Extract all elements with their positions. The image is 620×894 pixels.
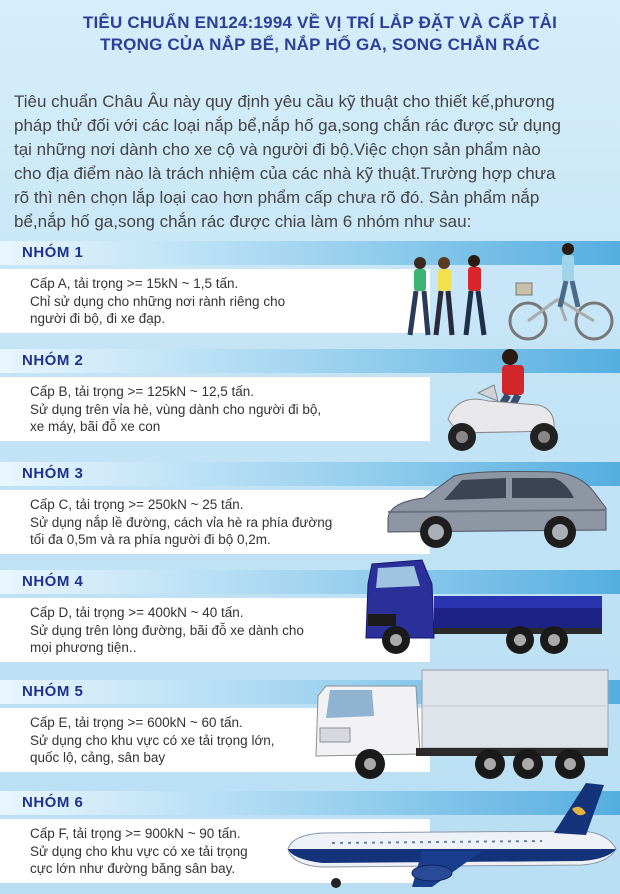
intro-line: Tiêu chuẩn Châu Âu này quy định yêu cầu kỹ thuật cho thiết kế,phương (14, 92, 555, 111)
airplane-image (282, 779, 620, 894)
intro-line: tại những nơi dành cho xe cộ và người đi bộ.Việc chọn sản phẩm nào (14, 140, 541, 159)
pedestrians-and-cyclist-image (398, 241, 620, 343)
description-line: Sử dụng nắp lề đường, cách vỉa hè ra phía đường (30, 514, 333, 530)
intro-paragraph (14, 90, 614, 234)
group-label: NHÓM 6 (22, 794, 84, 811)
group-label: NHÓM 3 (22, 465, 84, 482)
description-line: mọi phương tiện.. (30, 640, 137, 655)
suv-car-image (384, 468, 610, 554)
description-line: Cấp C, tải trọng >= 250kN ~ 25 tấn. (30, 497, 244, 512)
box-truck-image (312, 666, 612, 782)
group-card (0, 490, 430, 554)
group-card (0, 377, 430, 441)
intro-line: cho địa điểm nào là trách nhiệm của các nhà kỹ thuật.Trường hợp chưa (14, 164, 556, 183)
blue-truck-image (362, 554, 606, 662)
group-description (30, 496, 430, 549)
title-line-1: TIÊU CHUẨN EN124:1994 VỀ VỊ TRÍ LẮP ĐẶT VÀ CẤP TẢI (82, 13, 558, 32)
group-label: NHÓM 4 (22, 573, 84, 590)
page-title (40, 12, 600, 56)
group-label: NHÓM 2 (22, 352, 84, 369)
description-line: Cấp F, tải trọng >= 900kN ~ 90 tấn. (30, 826, 241, 841)
description-line: Sử dụng trên vỉa hè, vùng dành cho người đi bộ, (30, 401, 322, 417)
group-description (30, 383, 430, 436)
description-line: Cấp D, tải trọng >= 400kN ~ 40 tấn. (30, 605, 244, 620)
group-card (0, 269, 430, 333)
motorbike-rider-image (438, 349, 568, 457)
description-line: Cấp A, tải trọng >= 15kN ~ 1,5 tấn. (30, 276, 239, 291)
description-line: Chỉ sử dụng cho những nơi rành riêng cho (30, 293, 286, 309)
intro-line: bể,nắp hố ga,song chắn rác được chia làm 6 nhóm như sau: (14, 212, 472, 231)
description-line: Cấp E, tải trọng >= 600kN ~ 60 tấn. (30, 715, 243, 730)
group-label: NHÓM 5 (22, 683, 84, 700)
description-line: Sử dụng cho khu vực có xe tải trọng (30, 843, 248, 859)
description-line: Sử dụng trên lòng đường, bãi đỗ xe dành cho (30, 622, 304, 638)
description-line: Cấp B, tải trọng >= 125kN ~ 12,5 tấn. (30, 384, 255, 399)
group-description (30, 275, 430, 328)
intro-line: pháp thử đối với các loại nắp bể,nắp hố ga,song chắn rác được sử dụng (14, 116, 561, 135)
group-label: NHÓM 1 (22, 244, 84, 261)
description-line: tối đa 0,5m và ra phía người đi bộ 0,2m. (30, 532, 271, 547)
description-line: quốc lộ, cảng, sân bay (30, 750, 166, 765)
description-line: người đi bộ, đi xe đạp. (30, 311, 165, 326)
description-line: Sử dụng cho khu vực có xe tải trọng lớn, (30, 732, 275, 748)
title-line-2: TRỌNG CỦA NẮP BỂ, NẮP HỐ GA, SONG CHẮN RÁC (100, 35, 540, 54)
description-line: xe máy, bãi đỗ xe con (30, 419, 161, 434)
description-line: cực lớn như đường băng sân bay. (30, 861, 236, 876)
intro-line: rõ thì nên chọn lắp loại cao hơn phẩm cấp chưa rõ đó. Sản phẩm nắp (14, 188, 540, 207)
